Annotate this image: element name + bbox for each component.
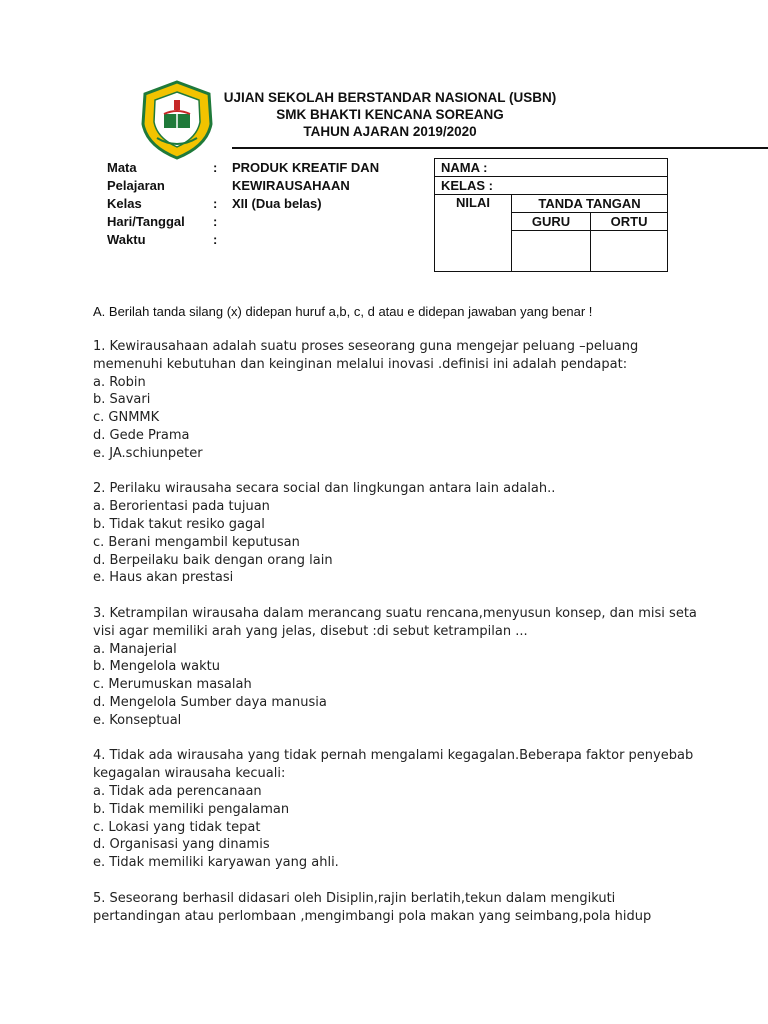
- answer-option[interactable]: a. Berorientasi pada tujuan: [93, 499, 270, 515]
- question-1: [93, 338, 753, 463]
- answer-option[interactable]: e. Konseptual: [93, 712, 182, 728]
- instruction-text: A. Berilah tanda silang (x) didepan huruf a,b, c, d atau e didepan jawaban yang benar !: [93, 304, 593, 319]
- parent-header: ORTU: [591, 213, 668, 231]
- academic-year: TAHUN AJARAN 2019/2020: [303, 124, 477, 139]
- question-text: visi agar memiliki arah yang jelas, disebut :di sebut ketrampilan ...: [93, 623, 528, 639]
- meta-row-mata: Mata : PRODUK KREATIF DAN: [107, 160, 380, 175]
- exam-meta: [107, 159, 437, 249]
- question-3: [93, 605, 753, 730]
- question-2: [93, 480, 753, 587]
- answer-option[interactable]: c. Lokasi yang tidak tepat: [93, 819, 261, 835]
- score-header: NILAI: [435, 195, 512, 272]
- question-text: kegagalan wirausaha kecuali:: [93, 766, 286, 782]
- answer-option[interactable]: d. Gede Prama: [93, 427, 190, 443]
- identity-score-box: [434, 158, 668, 272]
- question-4: [93, 747, 753, 872]
- answer-option[interactable]: b. Tidak takut resiko gagal: [93, 516, 265, 532]
- subject-value: PRODUK KREATIF DAN: [232, 160, 380, 175]
- class-value: XII (Dua belas): [232, 196, 322, 211]
- answer-option[interactable]: b. Savari: [93, 392, 151, 408]
- question-text: memenuhi kebutuhan dan keinginan melalui inovasi .definisi ini adalah pendapat:: [93, 356, 628, 372]
- answer-option[interactable]: c. Berani mengambil keputusan: [93, 534, 300, 550]
- meta-row-tanggal: Hari/Tanggal :: [107, 214, 218, 229]
- question-list: [93, 338, 753, 925]
- answer-option[interactable]: e. Haus akan prestasi: [93, 570, 234, 586]
- exam-title: UJIAN SEKOLAH BERSTANDAR NASIONAL (USBN): [223, 90, 557, 105]
- answer-option[interactable]: d. Mengelola Sumber daya manusia: [93, 694, 327, 710]
- answer-option[interactable]: b. Mengelola waktu: [93, 659, 220, 675]
- header-divider: [232, 147, 768, 149]
- answer-option[interactable]: c. GNMMK: [93, 410, 160, 426]
- meta-row-kelas: Kelas : XII (Dua belas): [107, 196, 322, 211]
- question-text: 2. Perilaku wirausaha secara social dan lingkungan antara lain adalah..: [93, 481, 556, 497]
- meta-row-waktu: Waktu :: [107, 232, 218, 247]
- parent-signature-cell[interactable]: [591, 231, 668, 272]
- answer-option[interactable]: d. Berpeilaku baik dengan orang lain: [93, 552, 333, 568]
- answer-option[interactable]: a. Tidak ada perencanaan: [93, 783, 262, 799]
- question-text: 4. Tidak ada wirausaha yang tidak pernah mengalami kegagalan.Beberapa faktor penyebab: [93, 748, 694, 764]
- answer-option[interactable]: c. Merumuskan masalah: [93, 677, 252, 693]
- question-text: 1. Kewirausahaan adalah suatu proses seseorang guna mengejar peluang –peluang: [93, 339, 639, 354]
- name-field[interactable]: NAMA :: [435, 159, 668, 177]
- answer-option[interactable]: a. Robin: [93, 374, 146, 390]
- answer-option[interactable]: e. Tidak memiliki karyawan yang ahli.: [93, 855, 339, 871]
- question-5: [93, 890, 753, 926]
- meta-row-pelajaran: Pelajaran KEWIRAUSAHAAN: [107, 178, 350, 193]
- question-text: 3. Ketrampilan wirausaha dalam merancang suatu rencana,menyusun konsep, dan misi seta: [93, 605, 697, 621]
- class-field[interactable]: KELAS :: [435, 177, 668, 195]
- question-text: pertandingan atau perlombaan ,mengimbangi pola makan yang seimbang,pola hidup: [93, 908, 652, 924]
- answer-option[interactable]: d. Organisasi yang dinamis: [93, 837, 270, 853]
- teacher-signature-cell[interactable]: [512, 231, 591, 272]
- signature-header: TANDA TANGAN: [512, 195, 668, 213]
- answer-option[interactable]: e. JA.schiunpeter: [93, 445, 203, 461]
- question-text: 5. Seseorang berhasil didasari oleh Disiplin,rajin berlatih,tekun dalam mengikuti: [93, 890, 616, 906]
- answer-option[interactable]: b. Tidak memiliki pengalaman: [93, 801, 290, 817]
- teacher-header: GURU: [512, 213, 591, 231]
- answer-option[interactable]: a. Manajerial: [93, 641, 177, 657]
- school-name: SMK BHAKTI KENCANA SOREANG: [276, 107, 504, 122]
